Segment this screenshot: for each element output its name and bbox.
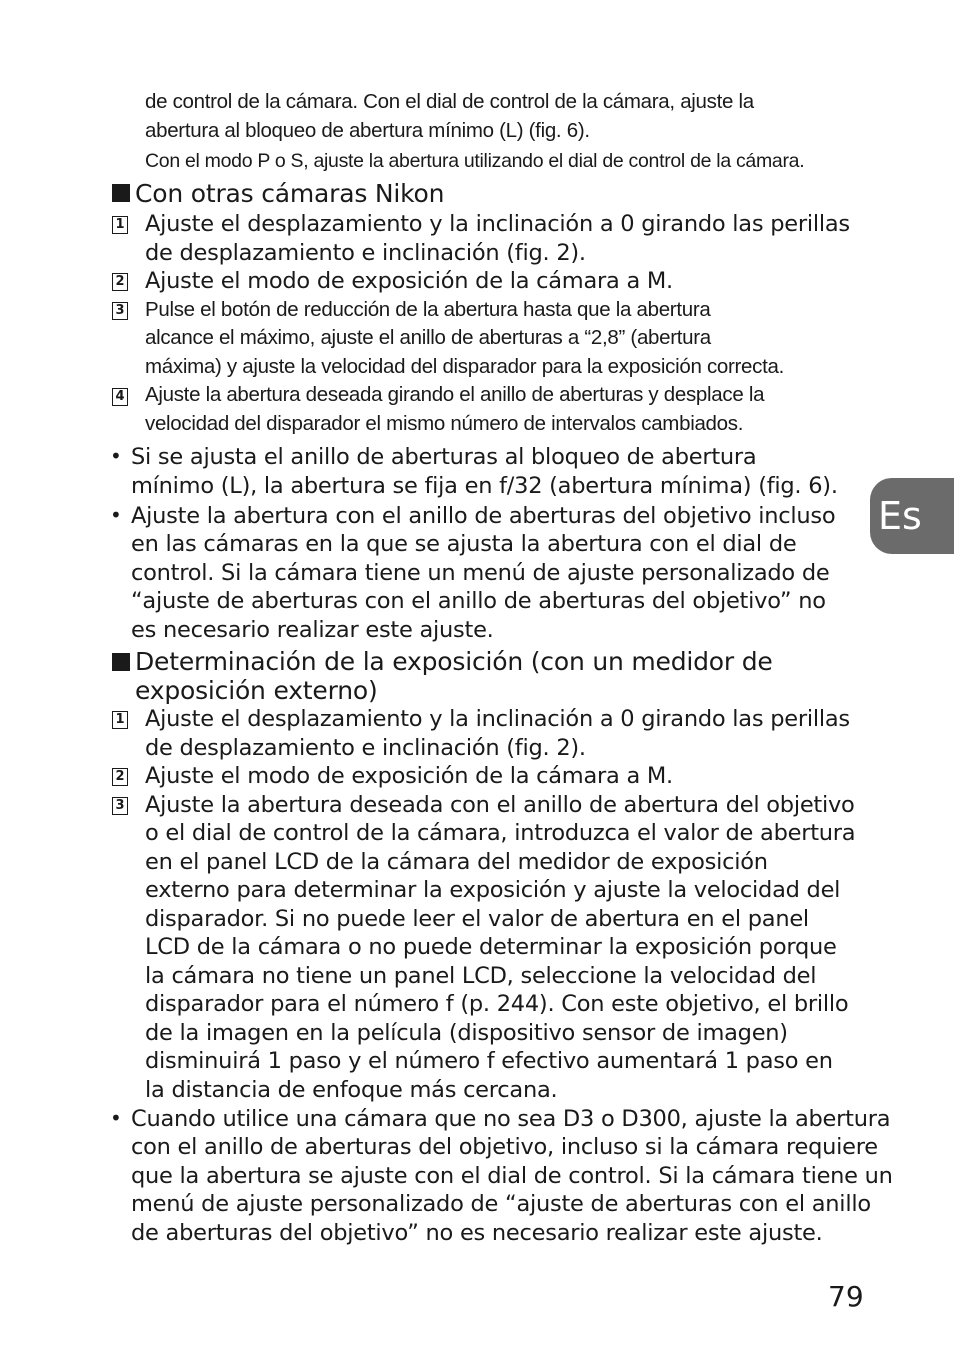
- bullet-text: “ajuste de aberturas con el anillo de aberturas del objetivo” no: [131, 588, 826, 614]
- step-text: velocidad del disparador el mismo número de intervalos cambiados.: [145, 412, 744, 435]
- step-text: de desplazamiento e inclinación (fig. 2).: [145, 240, 586, 266]
- step-text: Pulse el botón de reducción de la abertura hasta que la abertura: [145, 298, 711, 321]
- intro-line: abertura al bloqueo de abertura mínimo (L) (fig. 6).: [145, 119, 590, 142]
- intro-line: de control de la cámara. Con el dial de control de la cámara, ajuste la: [145, 90, 754, 113]
- step-text: externo para determinar la exposición y ajuste la velocidad del: [145, 877, 841, 903]
- step-text: Ajuste el desplazamiento y la inclinación a 0 girando las perillas: [145, 706, 850, 732]
- bullet-text: Ajuste la abertura con el anillo de aberturas del objetivo incluso: [131, 503, 836, 529]
- bullet-text: en las cámaras en la que se ajusta la abertura con el dial de: [131, 531, 797, 557]
- section-heading: Con otras cámaras Nikon: [135, 179, 445, 208]
- step-number: 1: [112, 216, 128, 234]
- step-number: 3: [112, 302, 128, 320]
- step-number: 1: [112, 711, 128, 729]
- step-text: Ajuste la abertura deseada girando el anillo de aberturas y desplace la: [145, 383, 765, 406]
- section-heading-cont: exposición externo): [135, 676, 378, 705]
- language-tab: Es: [870, 478, 954, 554]
- bullet-text: Si se ajusta el anillo de aberturas al bloqueo de abertura: [131, 444, 757, 470]
- bullet-text: de aberturas del objetivo” no es necesario realizar este ajuste.: [131, 1220, 823, 1246]
- step-text: alcance el máximo, ajuste el anillo de aberturas a “2,8” (abertura: [145, 326, 711, 349]
- step-text: de la imagen en la película (dispositivo sensor de imagen): [145, 1020, 788, 1046]
- bullet-text: mínimo (L), la abertura se fija en f/32 (abertura mínima) (fig. 6).: [131, 473, 838, 499]
- bullet-icon: •: [110, 503, 122, 527]
- bullet-text: Cuando utilice una cámara que no sea D3 o D300, ajuste la abertura: [131, 1106, 891, 1132]
- step-text: la distancia de enfoque más cercana.: [145, 1077, 558, 1103]
- section-heading: Determinación de la exposición (con un medidor de: [135, 647, 773, 676]
- step-number: 2: [112, 768, 128, 786]
- step-text: disminuirá 1 paso y el número f efectivo aumentará 1 paso en: [145, 1048, 833, 1074]
- bullet-text: que la abertura se ajuste con el dial de control. Si la cámara tiene un: [131, 1163, 893, 1189]
- bullet-text: con el anillo de aberturas del objetivo, incluso si la cámara requiere: [131, 1134, 878, 1160]
- step-number: 3: [112, 797, 128, 815]
- section-square-icon: [112, 653, 130, 671]
- bullet-text: control. Si la cámara tiene un menú de ajuste personalizado de: [131, 560, 830, 586]
- bullet-text: es necesario realizar este ajuste.: [131, 617, 494, 643]
- step-text: de desplazamiento e inclinación (fig. 2).: [145, 735, 586, 761]
- bullet-icon: •: [110, 1106, 122, 1130]
- step-text: disparador. Si no puede leer el valor de abertura en el panel: [145, 906, 809, 932]
- section-square-icon: [112, 184, 130, 202]
- step-number: 4: [112, 388, 128, 406]
- bullet-icon: •: [110, 444, 122, 468]
- step-text: en el panel LCD de la cámara del medidor de exposición: [145, 849, 768, 875]
- step-text: la cámara no tiene un panel LCD, seleccione la velocidad del: [145, 963, 817, 989]
- step-number: 2: [112, 273, 128, 291]
- step-text: o el dial de control de la cámara, introduzca el valor de abertura: [145, 820, 856, 846]
- page-number: 79: [828, 1280, 864, 1313]
- bullet-text: menú de ajuste personalizado de “ajuste de aberturas con el anillo: [131, 1191, 871, 1217]
- step-text: disparador para el número f (p. 244). Con este objetivo, el brillo: [145, 991, 849, 1017]
- step-text: Ajuste la abertura deseada con el anillo de abertura del objetivo: [145, 792, 855, 818]
- step-text: LCD de la cámara o no puede determinar la exposición porque: [145, 934, 837, 960]
- step-text: máxima) y ajuste la velocidad del disparador para la exposición correcta.: [145, 355, 784, 378]
- step-text: Ajuste el modo de exposición de la cámara a M.: [145, 268, 673, 294]
- step-text: Ajuste el modo de exposición de la cámara a M.: [145, 763, 673, 789]
- step-text: Ajuste el desplazamiento y la inclinación a 0 girando las perillas: [145, 211, 850, 237]
- intro-note: Con el modo P o S, ajuste la abertura utilizando el dial de control de la cámara.: [145, 150, 805, 172]
